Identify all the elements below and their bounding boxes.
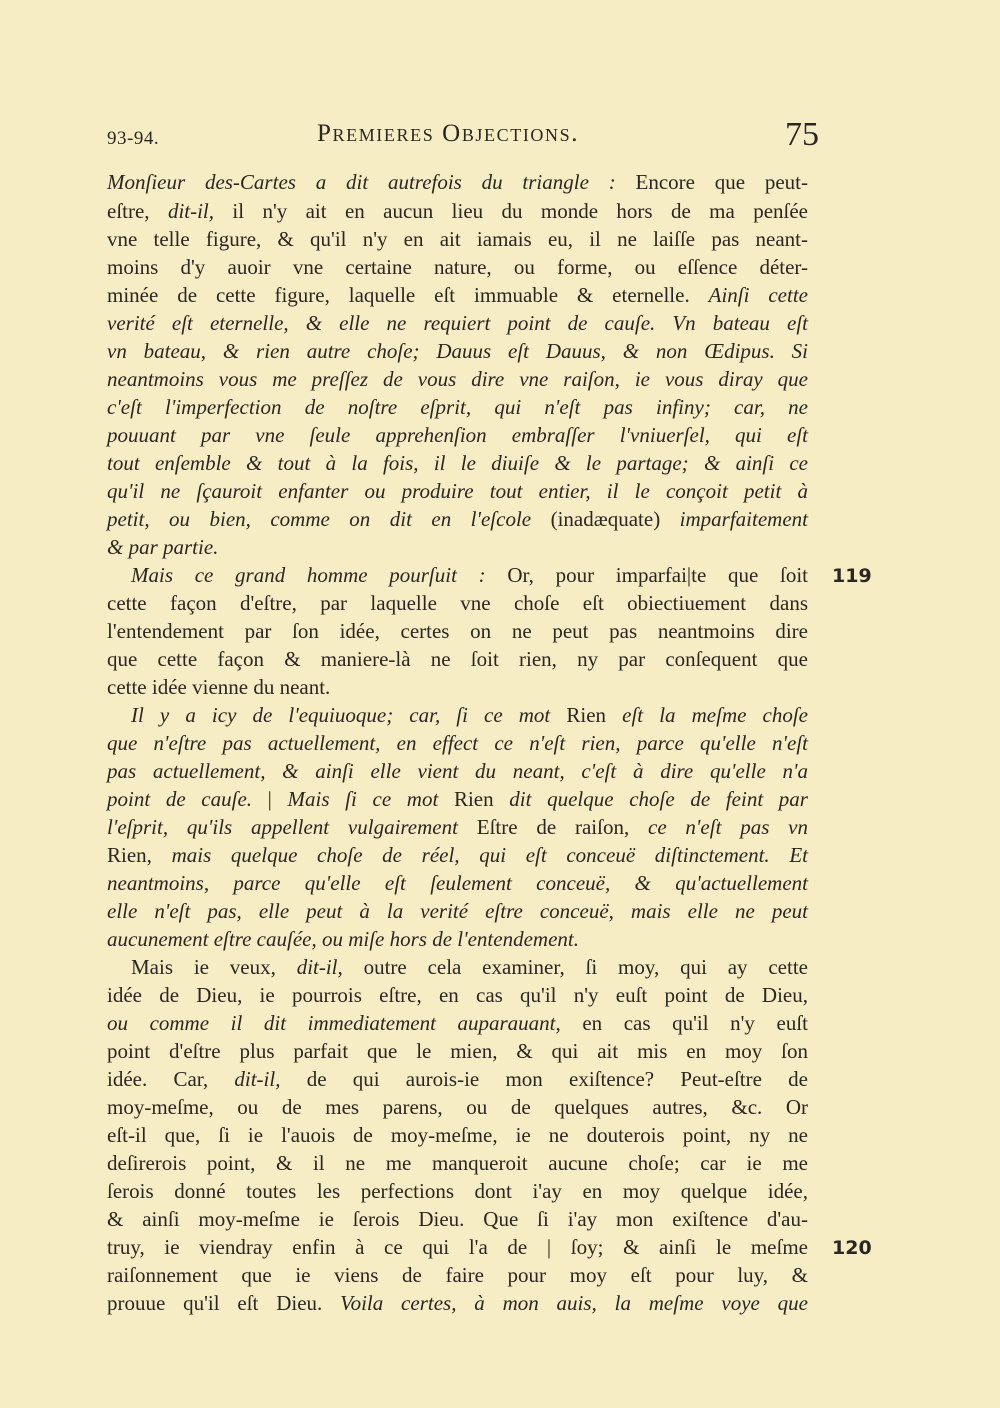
italic-segment: Mais ce grand homme pourſuit :	[131, 563, 486, 587]
italic-segment: c'eſt l'imperfection de noſtre eſprit, qui n'eſt pas infiny; car, ne	[107, 395, 808, 419]
text-line	[107, 169, 808, 196]
italic-segment: ce n'eſt pas vn	[648, 815, 808, 839]
text-line	[107, 366, 808, 393]
text-line	[131, 562, 808, 589]
italic-segment: dit-il,	[296, 955, 343, 979]
text-line	[107, 1150, 808, 1177]
text-line	[107, 758, 808, 785]
text-line	[107, 1122, 808, 1149]
italic-segment: tout enſemble & tout à la fois, il le diuiſe & le partage; & ainſi ce	[107, 451, 808, 475]
text-line	[107, 254, 808, 281]
roman-segment: minée de cette figure, laquelle eſt immuable & eternelle.	[107, 283, 709, 307]
roman-segment: il n'y ait en aucun lieu du monde hors de ma penſée	[214, 199, 808, 223]
italic-segment: dit quelque choſe de feint par	[509, 787, 808, 811]
italic-segment: & par partie.	[107, 535, 219, 559]
text-line	[107, 534, 808, 561]
roman-segment: l'entendement par ſon idée, certes on ne peut pas neantmoins dire	[107, 619, 808, 643]
roman-segment: idée de Dieu, ie pourrois eſtre, en cas qu'il n'y euſt point de Dieu,	[107, 983, 808, 1007]
text-line	[107, 1010, 808, 1037]
italic-segment: Ainſi cette	[708, 283, 808, 307]
italic-segment: Voila certes, à mon auis, la meſme voye que	[340, 1291, 808, 1315]
roman-segment: Rien	[550, 703, 623, 727]
italic-segment: Monſieur des-Cartes a dit autrefois du triangle :	[107, 170, 616, 194]
text-line	[107, 1262, 808, 1289]
roman-segment: en cas qu'il n'y euſt	[560, 1011, 808, 1035]
text-line	[107, 1094, 808, 1121]
roman-segment: outre cela examiner, ſi moy, qui ay cette	[342, 955, 808, 979]
text-line	[107, 814, 808, 841]
roman-segment: deſirerois point, & il ne me manqueroit aucune choſe; car ie me	[107, 1151, 808, 1175]
text-line	[107, 1178, 808, 1205]
italic-segment: vn bateau, & rien autre choſe; Dauus eſt Dauus, & non Œdipus. Si	[107, 339, 808, 363]
text-line	[107, 982, 808, 1009]
italic-segment: verité eſt eternelle, & elle ne requiert point de cauſe. Vn bateau eſt	[107, 311, 808, 335]
text-line	[107, 338, 808, 365]
text-line	[131, 954, 808, 981]
roman-segment: truy, ie viendray enfin à ce qui l'a de | ſoy; & ainſi le meſme	[107, 1235, 808, 1259]
text-line	[107, 422, 808, 449]
roman-segment: point d'eſtre plus parfait que le mien, & qui ait mis en moy ſon	[107, 1039, 808, 1063]
italic-segment: pouuant par vne ſeule apprehenſion embraſſer l'vniuerſel, qui eſt	[107, 423, 808, 447]
italic-segment: pas actuellement, & ainſi elle vient du neant, c'eſt à dire qu'elle n'a	[107, 759, 808, 783]
roman-segment: |	[267, 787, 288, 811]
text-line	[107, 870, 808, 897]
margin-page-ref: 120	[832, 1237, 872, 1259]
roman-segment: & ainſi moy-meſme ie ſerois Dieu. Que ſi i'ay mon exiſtence d'au-	[107, 1207, 808, 1231]
running-header	[107, 118, 819, 158]
italic-segment: que n'eſtre pas actuellement, en effect ce n'eſt rien, parce qu'elle n'eſt	[107, 731, 808, 755]
roman-segment: eſt-il que, ſi ie l'auois de moy-meſme, ie ne douterois point, ny ne	[107, 1123, 808, 1147]
margin-page-ref: 119	[832, 565, 872, 587]
italic-segment: eſt la meſme choſe	[622, 703, 809, 727]
text-line	[107, 226, 808, 253]
italic-segment: elle n'eſt pas, elle peut à la verité eſtre conceuë, mais elle ne peut	[107, 899, 808, 923]
text-line	[107, 1066, 808, 1093]
roman-segment: ſerois donné toutes les perfections dont i'ay en moy quelque idée,	[107, 1179, 808, 1203]
text-line	[107, 674, 808, 701]
italic-segment: qu'il ne ſçauroit enfanter ou produire tout entier, il le conçoit petit à	[107, 479, 808, 503]
roman-segment: moy-meſme, ou de mes parens, ou de quelques autres, &c. Or	[107, 1095, 808, 1119]
italic-segment: petit, ou bien, comme on dit en l'eſcole	[107, 507, 532, 531]
italic-segment: point de cauſe.	[107, 787, 268, 811]
italic-segment: dit-il,	[234, 1067, 281, 1091]
roman-segment: prouue qu'il eſt Dieu.	[107, 1291, 341, 1315]
roman-segment: Rien	[438, 787, 510, 811]
text-line	[107, 1206, 808, 1233]
text-line	[107, 1234, 808, 1261]
roman-segment: eſtre,	[107, 199, 168, 223]
text-line	[107, 618, 808, 645]
text-line	[107, 450, 808, 477]
text-line	[107, 478, 808, 505]
page-range: 93-94.	[107, 128, 160, 149]
italic-segment: dit-il,	[167, 199, 215, 223]
text-line	[107, 646, 808, 673]
roman-segment: Encore que peut-	[615, 170, 808, 194]
roman-segment: (inadæquate)	[531, 507, 680, 531]
running-title: Premieres Objections.	[317, 120, 580, 147]
roman-segment: Rien,	[107, 843, 172, 867]
text-line	[107, 282, 808, 309]
text-line	[107, 394, 808, 421]
italic-segment: Mais ſi ce mot	[287, 787, 439, 811]
text-line	[107, 786, 808, 813]
roman-segment: Mais ie veux,	[131, 955, 297, 979]
roman-segment: cette idée vienne du neant.	[107, 675, 331, 699]
roman-segment: idée. Car,	[107, 1067, 235, 1091]
text-line	[107, 310, 808, 337]
roman-segment: moins d'y auoir vne certaine nature, ou forme, ou eſſence déter-	[107, 255, 808, 279]
text-line	[107, 506, 808, 533]
text-line	[107, 198, 808, 225]
italic-segment: ou comme il dit immediatement auparauant,	[107, 1011, 561, 1035]
italic-segment: neantmoins, parce qu'elle eſt ſeulement conceuë, & qu'actuellement	[107, 871, 808, 895]
text-line	[107, 1038, 808, 1065]
italic-segment: aucunement eſtre cauſée, ou miſe hors de l'entendement.	[107, 927, 579, 951]
text-line	[107, 730, 808, 757]
roman-segment: Or, pour imparfai|te que ſoit	[485, 563, 808, 587]
roman-segment: de qui aurois-ie mon exiſtence? Peut-eſtre de	[280, 1067, 808, 1091]
text-line	[107, 590, 808, 617]
italic-segment: l'eſprit, qu'ils appellent vulgairement	[107, 815, 458, 839]
roman-segment: raiſonnement que ie viens de faire pour moy eſt pour luy, &	[107, 1263, 808, 1287]
text-line	[107, 898, 808, 925]
page-number: 75	[785, 116, 819, 153]
roman-segment: cette façon d'eſtre, par laquelle vne choſe eſt obiectiuement dans	[107, 591, 808, 615]
text-line	[131, 702, 808, 729]
italic-segment: neantmoins vous me preſſez de vous dire vne raiſon, ie vous diray que	[107, 367, 808, 391]
italic-segment: mais quelque choſe de réel, qui eſt conceuë diſtinctement. Et	[171, 843, 808, 867]
italic-segment: imparfaitement	[679, 507, 808, 531]
roman-segment: Eſtre de raiſon,	[457, 815, 648, 839]
text-line	[107, 842, 808, 869]
roman-segment: vne telle figure, & qu'il n'y en ait iamais eu, il ne laiſſe pas neant-	[107, 227, 808, 251]
italic-segment: Il y a icy de l'equiuoque; car, ſi ce mot	[131, 703, 551, 727]
text-line	[107, 1290, 808, 1317]
text-line	[107, 926, 808, 953]
roman-segment: que cette façon & maniere-là ne ſoit rien, ny par conſequent que	[107, 647, 808, 671]
